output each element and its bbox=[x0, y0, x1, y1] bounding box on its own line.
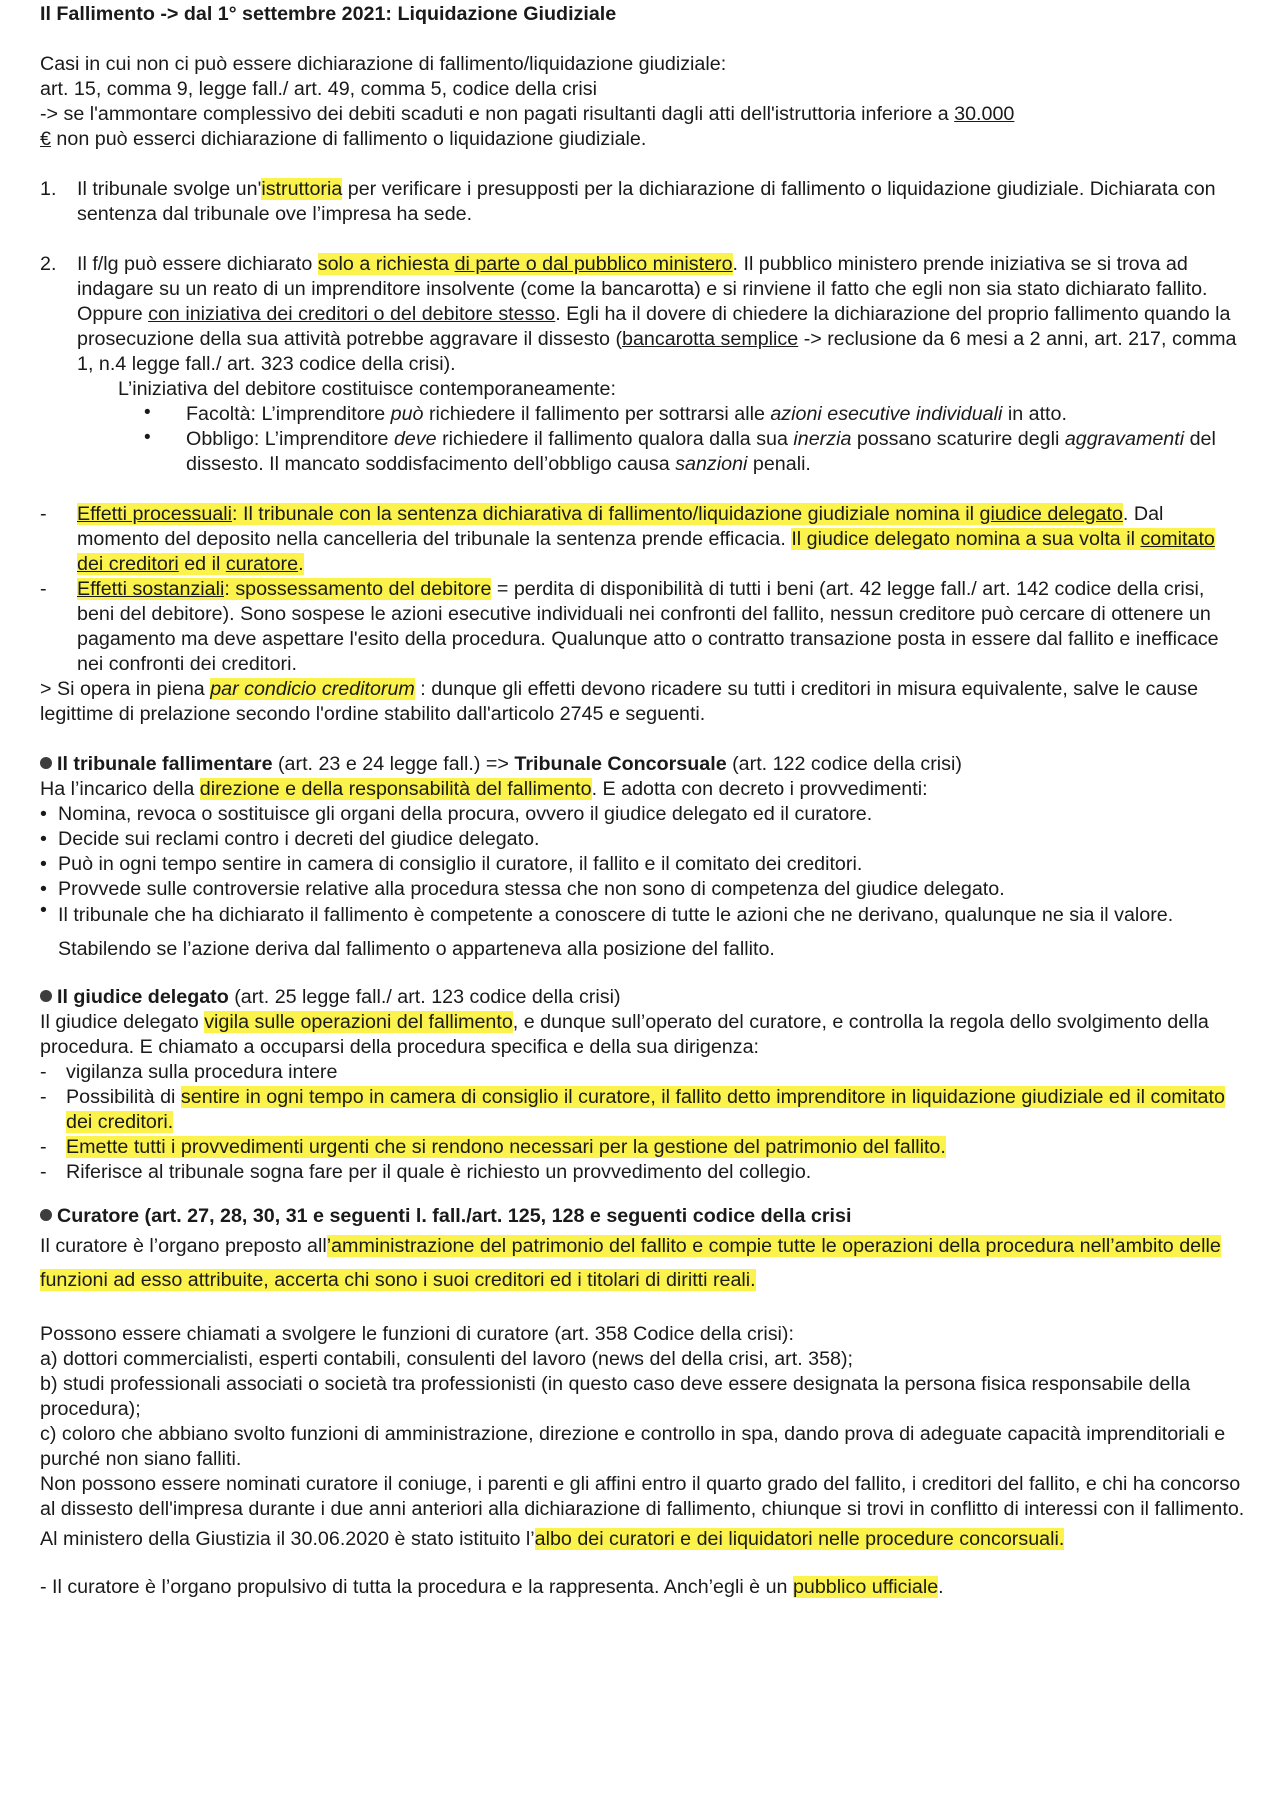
pubblico-ufficiale-note: - Il curatore è l’organo propulsivo di tutta la procedura e la rappresenta. Anch’egli è un pubblico ufficiale. bbox=[40, 1576, 944, 1598]
intro-line-3 bbox=[40, 102, 1246, 152]
dash-marker: - bbox=[40, 503, 47, 525]
giudice-section bbox=[40, 985, 1246, 1185]
bullet-facolta: • Facoltà: L’imprenditore può richiedere il fallimento per sottrarsi alle azioni esecutive individuali in atto. bbox=[144, 402, 1067, 425]
section-bullet-icon bbox=[40, 990, 52, 1002]
list-item: • Provvede sulle controversie relative alla procedura stessa che non sono di competenza del giudice delegato. bbox=[40, 878, 1005, 900]
effetti-processuali: - Effetti processuali: Il tribunale con la sentenza dichiarativa di fallimento/liquidazione giudiziale nomina il giudice delegato. Dal momento del deposito nella cancelleria del tribunale la sentenza prende efficacia. Il giudice delegato nomina a sua volta il comitato dei creditori ed il curatore. bbox=[40, 503, 1215, 575]
list-item: - vigilanza sulla procedura intere bbox=[40, 1061, 338, 1083]
euro-symbol: € bbox=[40, 128, 51, 150]
requisito-c: c) coloro che abbiano svolto funzioni di amministrazione, direzione e controllo in spa, dando prova di adeguate capacità imprenditoriali e purché non siano falliti. bbox=[40, 1423, 1226, 1470]
requisito-a: a) dottori commercialisti, esperti contabili, consulenti del lavoro (news del della crisi, art. 358); bbox=[40, 1348, 854, 1370]
list-item: • Nomina, revoca o sostituisce gli organi della procura, ovvero il giudice delegato ed il curatore. bbox=[40, 803, 873, 825]
tribunale-section bbox=[40, 752, 1246, 966]
creditors-initiative: con iniziativa dei creditori o del debitore stesso bbox=[148, 303, 556, 325]
intro-text-2: non può esserci dichiarazione di fallimento o liquidazione giudiziale. bbox=[50, 128, 647, 150]
curatore-section bbox=[40, 1204, 1246, 1604]
list-item: - Emette tutti i provvedimenti urgenti che si rendono necessari per la gestione del patrimonio del fallito. bbox=[40, 1136, 946, 1158]
highlight-par-condicio: par condicio creditorum bbox=[210, 678, 415, 700]
bullet-icon: • bbox=[144, 402, 151, 423]
highlight-provvedimenti: Emette tutti i provvedimenti urgenti che si rendono necessari per la gestione del patrimonio del fallito. bbox=[66, 1136, 946, 1158]
item-1-text: Il tribunale svolge un'istruttoria per verificare i presupposti per la dichiarazione di fallimento o liquidazione giudiziale. Dichiarata con sentenza dal tribunale ove l’impresa ha sede. bbox=[77, 178, 1216, 225]
tribunale-intro: Ha l’incarico della direzione e della responsabilità del fallimento. E adotta con decreto i provvedimenti: bbox=[40, 778, 928, 800]
effetti-sostanziali: - Effetti sostanziali: spossessamento del debitore = perdita di disponibilità di tutti i beni (art. 42 legge fall./ art. 142 codice della crisi, beni del debitore). Sono sospese le azioni esecutive individuali nei confronti del fallito, nessun creditore può cercare di ottenere un pagamento ma deve aspettare l'esito della procedura. Qualunque atto o contratto transazione posta in essere dal fallito e inefficace nei confronti dei creditori. bbox=[40, 578, 1219, 675]
intro-section bbox=[40, 52, 1246, 152]
highlight-amministrazione: ’amministrazione del patrimonio del fallito e compie tutte le operazioni della procedura nell’ambito delle funzioni ad esso attribuite, accerta chi sono i suoi creditori ed i titolari di diritti reali. bbox=[40, 1235, 1221, 1291]
highlight-istruttoria: istruttoria bbox=[261, 178, 343, 200]
albo-curatori: Al ministero della Giustizia il 30.06.2020 è stato istituito l’albo dei curatori e dei liquidatori nelle procedure concorsuali. bbox=[40, 1528, 1065, 1550]
incompatibilita: Non possono essere nominati curatore il coniuge, i parenti e gli affini entro il quarto grado del fallito, i creditori del fallito, e chi ha concorso al dissesto dell'impresa durante i due anni anteriori alla dichiarazione di fallimento, chiunque si trovi in conflitto di interessi con il fallimento. bbox=[40, 1473, 1245, 1520]
section-bullet-icon bbox=[40, 757, 52, 769]
highlight-albo: albo dei curatori e dei liquidatori nelle procedure concorsuali. bbox=[534, 1528, 1065, 1550]
list-item: • Può in ogni tempo sentire in camera di consiglio il curatore, il fallito e il comitato dei creditori. bbox=[40, 853, 863, 875]
bullet-icon: • bbox=[144, 427, 151, 448]
item-number: 2. bbox=[40, 253, 57, 275]
bancarotta-semplice: bancarotta semplice bbox=[622, 328, 799, 350]
numbered-item-2 bbox=[40, 252, 1246, 377]
intro-text: -> se l'ammontare complessivo dei debiti scaduti e non pagati risultanti dagli atti dell'istruttoria inferiore a bbox=[40, 103, 955, 125]
dash-marker: - bbox=[40, 578, 47, 600]
threshold-amount: 30.000 bbox=[954, 103, 1015, 125]
item-2-text: Il f/lg può essere dichiarato solo a richiesta di parte o dal pubblico ministero. Il pubblico ministero prende iniziativa se si trova ad indagare su un reato di un imprenditore insolvente (come la bancarotta) e si rinviene il fatto che egli non sia stato dichiarato fallito. Oppure con iniziativa dei creditori o del debitore stesso. Egli ha il dovere di chiedere la dichiarazione del proprio fallimento quando la prosecuzione della sua attività potrebbe aggravare il dissesto (bancarotta semplice -> reclusione da 6 mesi a 2 anni, art. 217, comma 1, n.4 legge fall./ art. 323 codice della crisi). bbox=[77, 253, 1237, 375]
curatore-requisiti: Possono essere chiamati a svolgere le funzioni di curatore (art. 358 Codice della crisi): bbox=[40, 1323, 794, 1345]
intro-line-2: art. 15, comma 9, legge fall./ art. 49, comma 5, codice della crisi bbox=[40, 78, 597, 100]
document-title: Il Fallimento -> dal 1° settembre 2021: Liquidazione Giudiziale bbox=[40, 3, 617, 25]
numbered-item-1 bbox=[40, 177, 1246, 227]
highlight-effetti-processuali: Effetti processuali bbox=[77, 503, 233, 525]
list-item: • Il tribunale che ha dichiarato il fallimento è competente a conoscere di tutte le azioni che ne derivano, qualunque ne sia il valore. Stabilendo se l’azione deriva dal fallimento o apparteneva alla posizione del fallito. bbox=[40, 899, 1174, 960]
highlight-sentire: sentire in ogni tempo in camera di consiglio il curatore, il fallito detto imprenditore in liquidazione giudiziale ed il comitato dei creditori. bbox=[66, 1086, 1225, 1133]
par-condicio-note: > Si opera in piena par condicio creditorum : dunque gli effetti devono ricadere su tutti i creditori in misura equivalente, salve le cause legittime di prelazione secondo l'ordine stabilito dall'articolo 2745 e seguenti. bbox=[40, 678, 1199, 725]
curatore-heading: Curatore (art. 27, 28, 30, 31 e seguenti l. fall./art. 125, 128 e seguenti codice della crisi bbox=[40, 1204, 1246, 1229]
highlight-vigila: vigila sulle operazioni del fallimento bbox=[204, 1011, 513, 1033]
list-item: - Riferisce al tribunale sogna fare per il quale è richiesto un provvedimento del collegio. bbox=[40, 1161, 812, 1183]
list-item: - Possibilità di sentire in ogni tempo in camera di consiglio il curatore, il fallito detto imprenditore in liquidazione giudiziale ed il comitato dei creditori. bbox=[40, 1086, 1225, 1133]
list-item: • Decide sui reclami contro i decreti del giudice delegato. bbox=[40, 828, 540, 850]
giudice-heading: Il giudice delegato (art. 25 legge fall./ art. 123 codice della crisi) bbox=[40, 985, 1246, 1010]
giudice-intro: Il giudice delegato vigila sulle operazioni del fallimento, e dunque sull’operato del curatore, e controlla la regola dello svolgimento della procedura. E chiamato a occuparsi della procedura specifica e della sua dirigenza: bbox=[40, 1011, 1209, 1058]
highlight-direzione: direzione e della responsabilità del fallimento bbox=[199, 778, 592, 800]
highlight-effetti-sostanziali: Effetti sostanziali bbox=[77, 578, 225, 600]
highlight-richiesta: solo a richiesta di parte o dal pubblico ministero bbox=[317, 253, 733, 275]
requisito-b: b) studi professionali associati o società tra professionisti (in questo caso deve essere designata la persona fisica responsabile della procedura); bbox=[40, 1373, 1191, 1420]
document-page bbox=[40, 2, 1246, 1604]
item-number: 1. bbox=[40, 178, 57, 200]
curatore-intro: Il curatore è l’organo preposto all’amministrazione del patrimonio del fallito e compie tutte le operazioni della procedura nell’ambito delle funzioni ad esso attribuite, accerta chi sono i suoi creditori ed i titolari di diritti reali. bbox=[40, 1235, 1221, 1291]
tribunale-heading: Il tribunale fallimentare (art. 23 e 24 legge fall.) => Tribunale Concorsuale (art. 122 codice della crisi) bbox=[40, 752, 1246, 777]
bullet-obbligo: • Obbligo: L’imprenditore deve richiedere il fallimento qualora dalla sua inerzia possano scaturire degli aggravamenti del dissesto. Il mancato soddisfacimento dell’obbligo causa sanzioni penali. bbox=[144, 427, 1216, 475]
sub-intro-text: L’iniziativa del debitore costituisce contemporaneamente: bbox=[118, 378, 616, 400]
section-bullet-icon bbox=[40, 1209, 52, 1221]
intro-line-1: Casi in cui non ci può essere dichiarazione di fallimento/liquidazione giudiziale: bbox=[40, 53, 727, 75]
highlight-pubblico-ufficiale: pubblico ufficiale bbox=[792, 1576, 939, 1598]
